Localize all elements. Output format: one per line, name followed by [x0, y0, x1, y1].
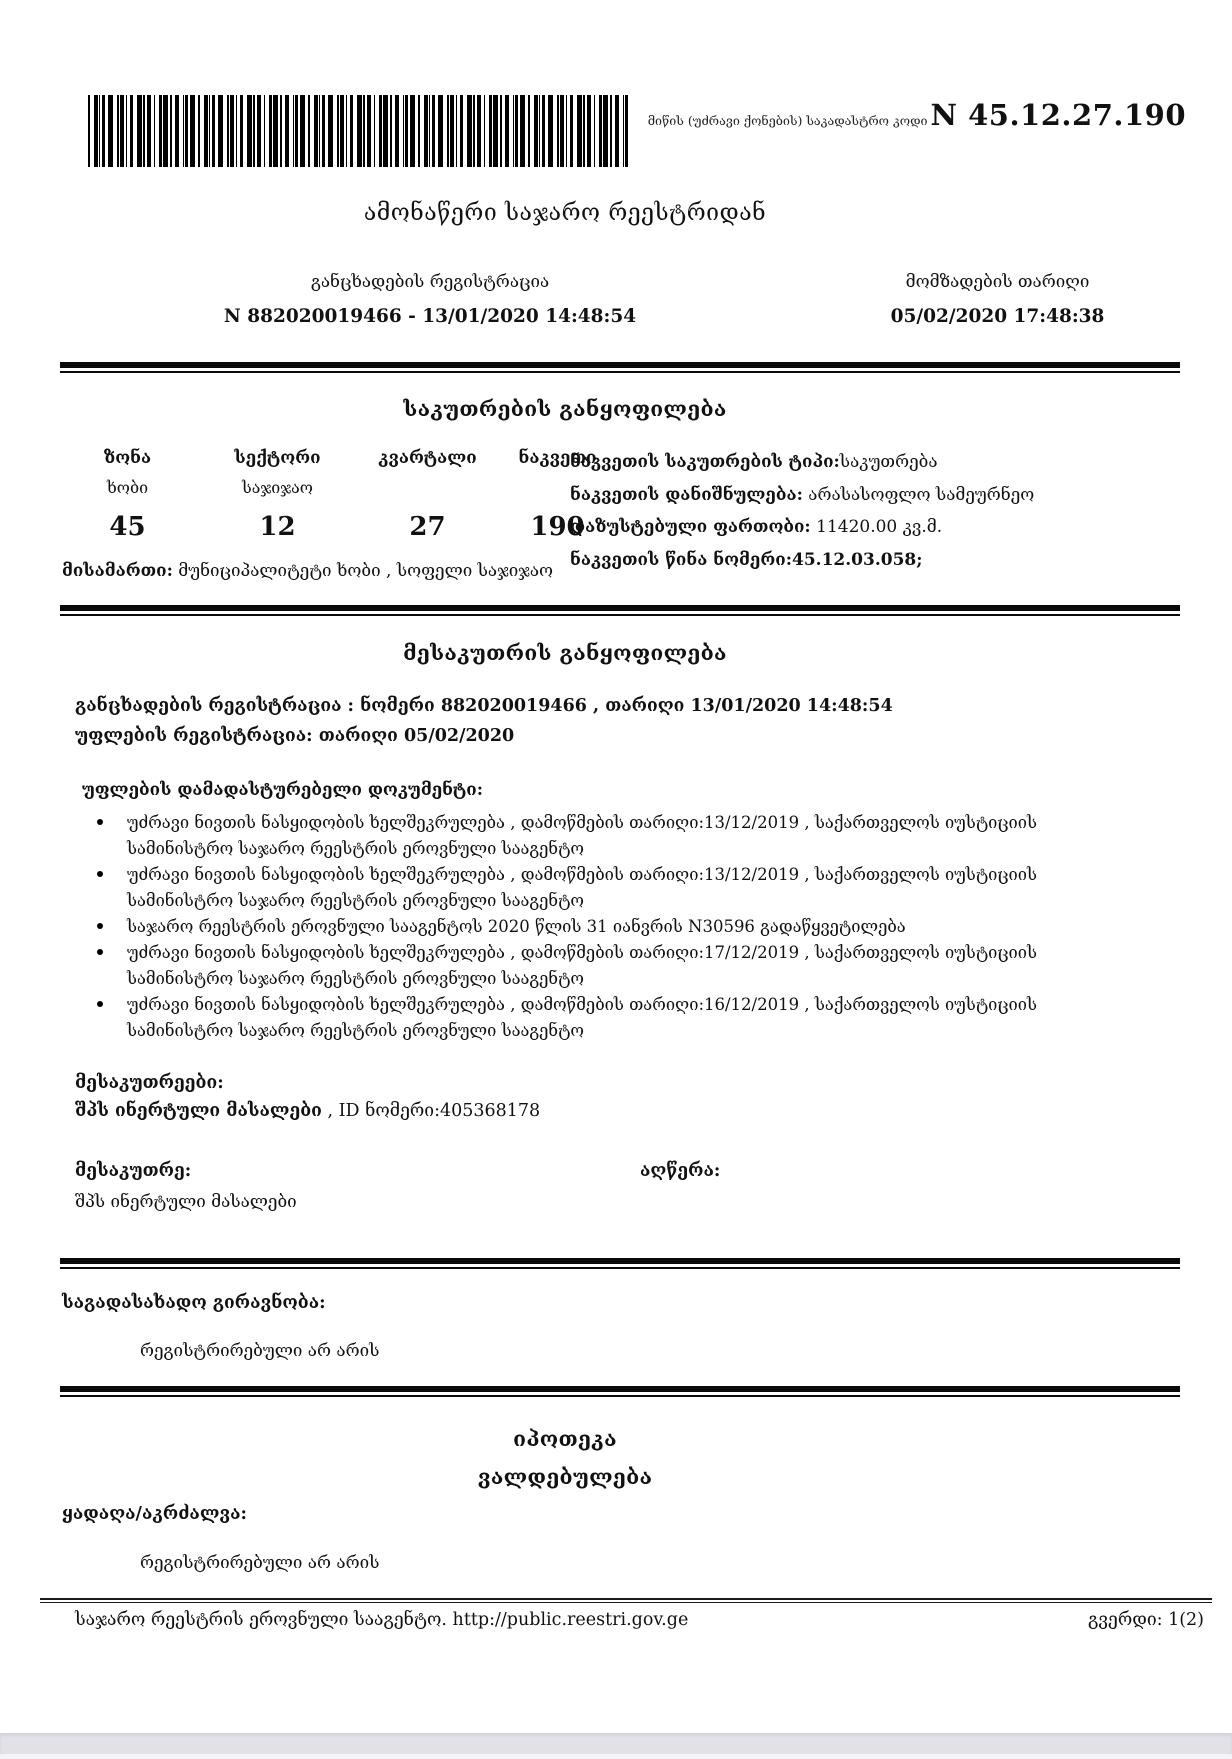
property-section-title: საკუთრების განყოფილება: [403, 396, 727, 421]
address-label: მისამართი:: [62, 561, 173, 581]
col-header-zone: ზონა: [103, 448, 152, 468]
list-item: საჯარო რეესტრის ეროვნული სააგენტოს 2020 წლის 31 იანვრის N30596 გადაწყვეტილება: [97, 914, 1147, 940]
viewer-bottom-strip: [0, 1754, 1232, 1759]
prepared-date-value: 05/02/2020 17:48:38: [890, 306, 1105, 327]
col-sub-quarter: [360, 478, 495, 512]
list-item: უძრავი ნივთის ნასყიდობის ხელშეკრულება , დამოწმების თარიღი:17/12/2019 , საქართველოს იუსტიციის სამინისტრო საჯარო რეესტრის ეროვნული სააგენტო: [97, 940, 1147, 992]
seizure-value: რეგისტრირებული არ არის: [140, 1553, 380, 1573]
bullet-icon: [97, 1001, 103, 1007]
section-divider: [60, 605, 1180, 616]
owner-id-number: , ID ნომერი:405368178: [321, 1101, 541, 1121]
tax-lien-value: რეგისტრირებული არ არის: [140, 1341, 380, 1361]
hypothec-title: იპოთეკა: [513, 1426, 617, 1451]
footer-page-number: გვერდი: 1(2): [1087, 1610, 1204, 1630]
cadastral-code-value: N 45.12.27.190: [930, 98, 1186, 132]
col-sub-zone: ხობი: [106, 478, 149, 497]
detail-designation: ნაკვეთის დანიშნულება: არასასოფლო სამეურნეო: [570, 484, 1035, 505]
page-title: ამონაწერი საჯარო რეესტრიდან: [363, 200, 767, 226]
bullet-icon: [97, 949, 103, 955]
tax-lien-label: საგადასახადო გირავნობა:: [62, 1293, 326, 1313]
owners-entry: [75, 1101, 540, 1121]
footer-divider: [40, 1598, 1212, 1603]
owners-heading: მესაკუთრეები:: [75, 1073, 224, 1093]
bullet-icon: [97, 923, 103, 929]
owner-application-line: განცხადების რეგისტრაცია : ნომერი 882020019466 , თარიღი 13/01/2020 14:48:54: [75, 696, 893, 716]
footer-agency-url: საჯარო რეესტრის ეროვნული სააგენტო. http://public.reestri.gov.ge: [75, 1610, 689, 1630]
application-registration-value: N 882020019466 - 13/01/2020 14:48:54: [223, 306, 637, 327]
prepared-date-label: მომზადების თარიღი: [905, 272, 1090, 292]
col-header-quarter: კვარტალი: [378, 448, 477, 468]
application-registration-label: განცხადების რეგისტრაცია: [310, 272, 550, 292]
col-header-sector: სექტორი: [234, 448, 321, 468]
footer: [75, 1610, 1204, 1630]
owner-company-name: შპს ინერტული მასალები: [75, 1101, 322, 1121]
bullet-icon: [97, 871, 103, 877]
list-item: უძრავი ნივთის ნასყიდობის ხელშეკრულება , დამოწმების თარიღი:13/12/2019 , საქართველოს იუსტიციის სამინისტრო საჯარო რეესტრის ეროვნული სააგენტო: [97, 862, 1147, 914]
owner-heading: მესაკუთრე:: [75, 1161, 192, 1181]
owner-section-title: მესაკუთრის განყოფილება: [403, 640, 727, 665]
col-sub-sector: საჯიჯაო: [241, 478, 314, 497]
section-divider: [60, 1386, 1180, 1397]
description-heading: აღწერა:: [640, 1161, 721, 1181]
detail-ownership-type: ნაკვეთის საკუთრების ტიპი:საკუთრება: [570, 452, 938, 472]
col-value-sector: 12: [259, 512, 296, 542]
cadastral-code-label: მიწის (უძრავი ქონების) საკადასტრო კოდი: [647, 113, 928, 128]
owner-rights-line: უფლების რეგისტრაცია: თარიღი 05/02/2020: [75, 726, 515, 746]
detail-area: დაზუსტებული ფართობი: 11420.00 კვ.მ.: [570, 517, 943, 537]
col-value-quarter: 27: [409, 512, 446, 542]
col-value-parcel: 190: [530, 512, 585, 542]
list-item: უძრავი ნივთის ნასყიდობის ხელშეკრულება , დამოწმების თარიღი:16/12/2019 , საქართველოს იუსტიციის სამინისტრო საჯარო რეესტრის ეროვნული სააგენტო: [97, 992, 1147, 1044]
documents-label: უფლების დამადასტურებელი დოკუმენტი:: [82, 780, 483, 800]
cadastral-code-block: [648, 98, 1186, 132]
obligation-title: ვალდებულება: [477, 1464, 653, 1489]
parcel-details: [570, 446, 1180, 576]
section-divider: [60, 362, 1180, 373]
barcode: [88, 95, 636, 167]
bullet-icon: [97, 819, 103, 825]
col-value-zone: 45: [109, 512, 146, 542]
viewer-bottom-bar: [0, 1733, 1232, 1754]
address-value: მუნიციპალიტეტი ხობი , სოფელი საჯიჯაო: [178, 561, 554, 581]
documents-list: [97, 810, 1147, 1044]
seizure-label: ყადაღა/აკრძალვა:: [62, 1504, 247, 1524]
parcel-address: [62, 561, 622, 581]
col-header-parcel: ნაკვეთი: [518, 448, 597, 468]
list-item: უძრავი ნივთის ნასყიდობის ხელშეკრულება , დამოწმების თარიღი:13/12/2019 , საქართველოს იუსტიციის სამინისტრო საჯარო რეესტრის ეროვნული სააგენტო: [97, 810, 1147, 862]
owner-name-value: შპს ინერტული მასალები: [75, 1192, 297, 1212]
parcel-table: [60, 448, 597, 542]
section-divider: [60, 1258, 1180, 1269]
detail-previous-number: ნაკვეთის წინა ნომერი:45.12.03.058;: [570, 549, 923, 570]
